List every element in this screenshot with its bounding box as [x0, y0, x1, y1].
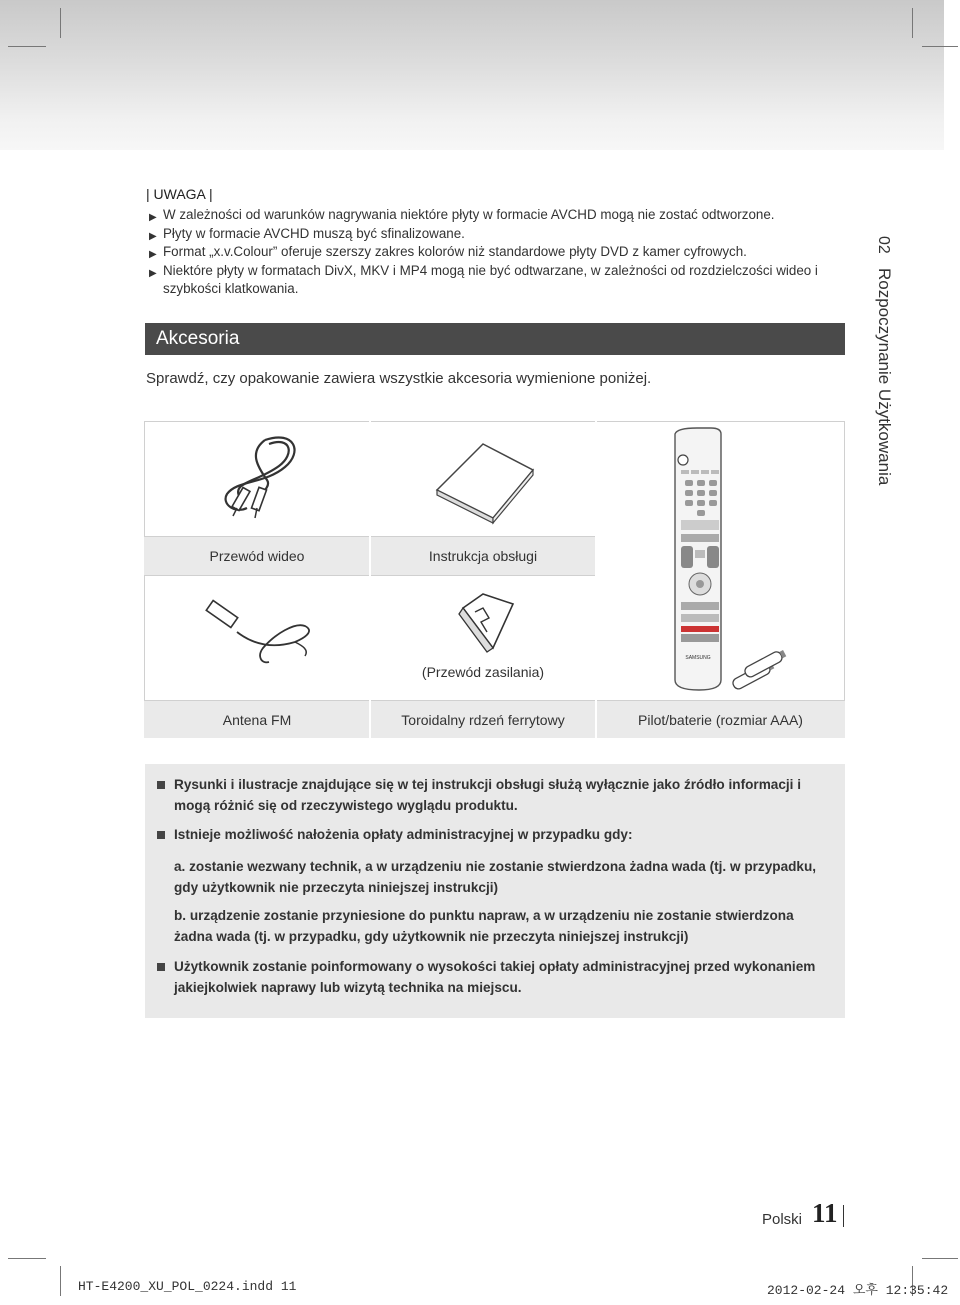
footer-language: Polski: [762, 1211, 803, 1228]
note-bullet: [146, 206, 836, 225]
remote-label: Pilot/baterie (rozmiar AAA): [596, 701, 845, 738]
section-heading: Akcesoria: [156, 328, 240, 349]
crop-mark: [922, 1258, 958, 1259]
grid-divider: [369, 421, 371, 738]
print-slug-date: 2012-02-24 오후 12:35:42: [767, 1283, 949, 1298]
note-bullet-text: Płyty w formacie AVCHD muszą być sfinalizowane.: [163, 225, 465, 241]
note-bullet: [146, 262, 836, 299]
remote-control-icon: [597, 422, 844, 700]
manual-cell: [370, 421, 596, 537]
square-bullet-icon: [157, 831, 165, 839]
disclaimer-paragraph: Użytkownik zostanie poinformowany o wysokości takiej opłaty administracyjnej przed wykonaniem jakiejkolwiek naprawy lub wizytą technika na miejscu.: [174, 959, 816, 995]
video-cable-icon: [145, 422, 369, 536]
note-bullet-text: Format „x.v.Colour” oferuje szerszy zakres kolorów niż standardowe płyty DVD z kamer cyfrowych.: [163, 244, 747, 259]
crop-mark: [60, 8, 61, 38]
fm-antenna-label: Antena FM: [144, 701, 370, 738]
crop-mark: [60, 1266, 61, 1296]
square-bullet-icon: [157, 963, 165, 971]
crop-mark: [922, 46, 958, 47]
note-bullet-text: W zależności od warunków nagrywania niektóre płyty w formacie AVCHD mogą nie zostać odtworzone.: [163, 207, 775, 222]
bullet-triangle-icon: ▶: [149, 230, 157, 242]
chapter-number: 02: [875, 236, 892, 254]
bullet-triangle-icon: ▶: [149, 212, 157, 223]
chapter-side-tab: [874, 236, 914, 486]
remote-brand: SAMSUNG: [685, 655, 711, 661]
video-cable-label: Przewód wideo: [144, 537, 370, 575]
chapter-title: Rozpoczynanie Użytkowania: [875, 267, 894, 486]
ferrite-core-cell: [370, 575, 596, 701]
header-band: [0, 0, 944, 150]
page-number: 11: [812, 1198, 838, 1228]
remote-cell: [596, 421, 845, 701]
bullet-triangle-icon: ▶: [149, 267, 157, 279]
disclaimer-paragraph: Istnieje możliwość nałożenia opłaty administracyjnej w przypadku gdy:: [174, 827, 633, 842]
manual-label: Instrukcja obsługi: [370, 537, 596, 575]
note-bullet: [146, 243, 836, 262]
ferrite-core-sublabel: (Przewód zasilania): [421, 664, 545, 680]
manual-booklet-icon: [371, 422, 595, 536]
print-slug-file: HT-E4200_XU_POL_0224.indd 11: [78, 1279, 297, 1294]
note-bullet-list: [146, 206, 836, 299]
footer-divider: [843, 1205, 844, 1227]
square-bullet-icon: [157, 781, 165, 789]
bullet-triangle-icon: ▶: [149, 249, 157, 260]
grid-divider: [595, 421, 597, 738]
disclaimer-item-b: b. urządzenie zostanie przyniesione do punktu napraw, a w urządzeniu nie zostanie stwierdzona żadna wada (tj. w przypadku, gdy użytkownik nie przeczyta niniejszej instrukcji): [174, 908, 794, 944]
section-heading-bar: [145, 323, 845, 355]
fm-antenna-icon: [145, 576, 369, 700]
crop-mark: [8, 46, 46, 47]
crop-mark: [912, 8, 913, 38]
disclaimer-box: [145, 764, 845, 1018]
crop-mark: [8, 1258, 46, 1259]
disclaimer-item-a: a. zostanie wezwany technik, a w urządzeniu nie zostanie stwierdzona żadna wada (tj. w przypadku, gdy użytkownik nie przeczyta niniejszej instrukcji): [174, 859, 817, 895]
fm-antenna-cell: [144, 575, 370, 701]
ferrite-core-icon: [371, 576, 595, 656]
disclaimer-paragraph: Rysunki i ilustracje znajdujące się w tej instrukcji obsługi służą wyłącznie jako źródło informacji i mogą różnić się od rzeczywistego wyglądu produktu.: [174, 777, 802, 813]
note-bullet: [146, 225, 836, 244]
accessories-intro: Sprawdź, czy opakowanie zawiera wszystkie akcesoria wymienione poniżej.: [146, 370, 652, 387]
chapter-side-tab-text: [874, 236, 894, 485]
note-title: | UWAGA |: [146, 186, 213, 202]
accessories-grid: [144, 421, 845, 738]
note-bullet-text: Niektóre płyty w formatach DivX, MKV i MP4 mogą nie być odtwarzane, w zależności od rozdzielczości wideo i szybkości klatkowania.: [163, 262, 818, 296]
video-cable-cell: [144, 421, 370, 537]
ferrite-core-label: Toroidalny rdzeń ferrytowy: [370, 701, 596, 738]
